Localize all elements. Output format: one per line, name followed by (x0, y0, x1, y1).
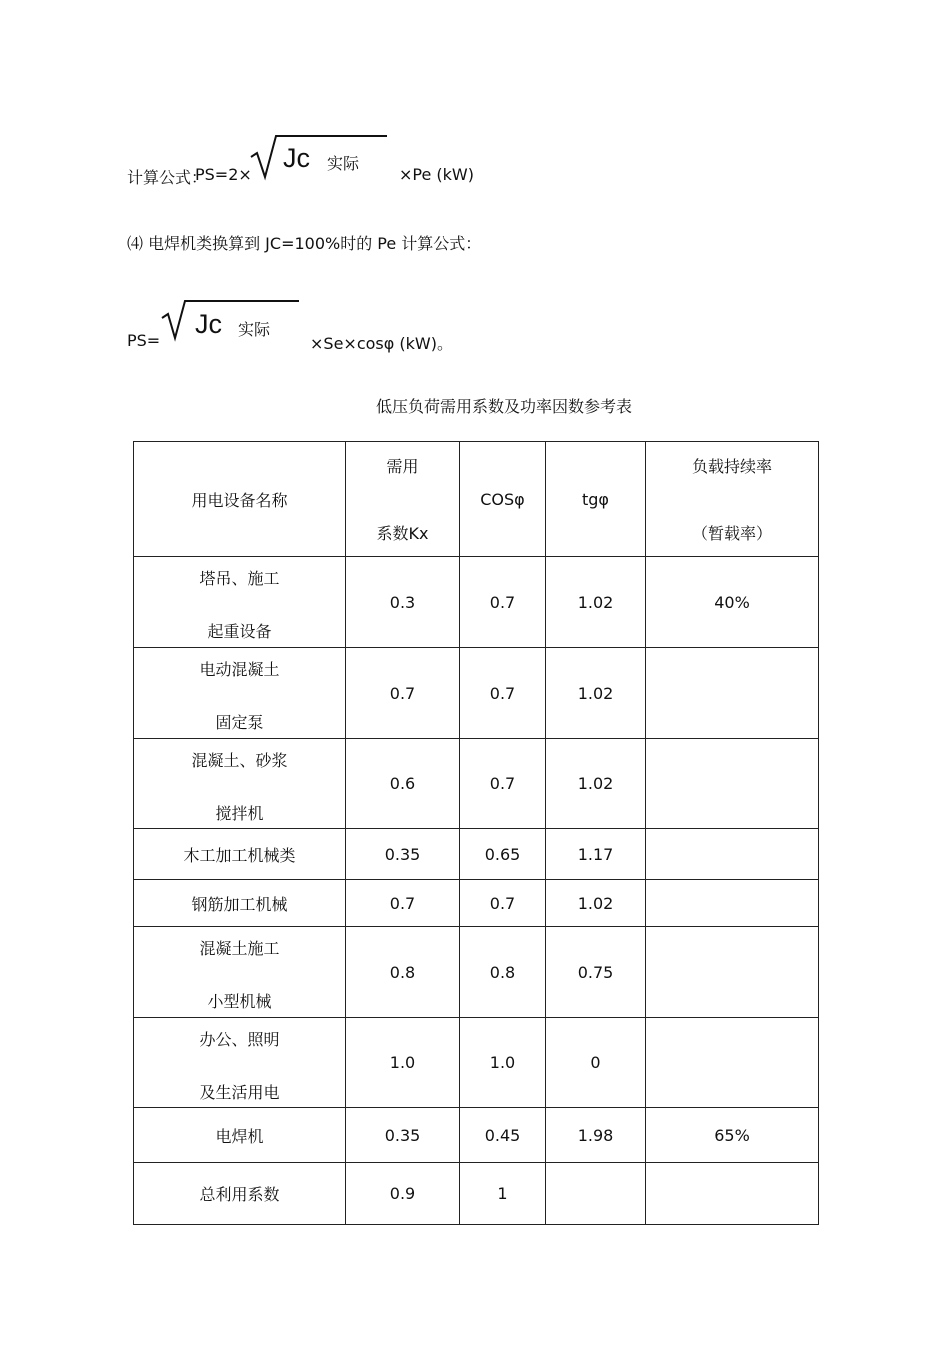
row-name-bottom: 搅拌机 (215, 803, 264, 823)
formula-1-jc: Jc (283, 143, 310, 173)
table-row (134, 739, 819, 829)
row-duty (646, 648, 819, 739)
row-name: 电焊机 (134, 1108, 346, 1163)
radical-bar (280, 135, 387, 137)
row-kx: 0.3 (346, 557, 460, 648)
formula-2-jc: Jc (195, 309, 222, 339)
row-name (134, 557, 346, 648)
header-duty (646, 442, 819, 557)
formula-1-lhs: PS=2× (195, 165, 252, 184)
row-kx: 1.0 (346, 1018, 460, 1108)
radical-sign-icon (162, 300, 192, 340)
row-name (134, 739, 346, 829)
table-row (134, 927, 819, 1018)
row-cos: 0.65 (460, 829, 546, 880)
row-duty (646, 880, 819, 927)
row-tg: 1.02 (546, 880, 646, 927)
formula-1-jc-sub: 实际 (327, 154, 360, 173)
row-name (134, 648, 346, 739)
row-duty (646, 739, 819, 829)
row-cos: 0.7 (460, 739, 546, 829)
formula-2-suffix: ×Se×cosφ (kW)。 (310, 334, 453, 353)
row-name: 木工加工机械类 (134, 829, 346, 880)
formula-2-jc-sub: 实际 (238, 320, 271, 339)
row-tg: 1.02 (546, 648, 646, 739)
header-duty-bottom: （暂载率） (691, 524, 772, 543)
row-kx: 0.35 (346, 1108, 460, 1163)
radical-sign-icon (251, 135, 281, 180)
row-name: 钢筋加工机械 (134, 880, 346, 927)
table-row (134, 1018, 819, 1108)
row-tg: 1.02 (546, 557, 646, 648)
row-name-top: 办公、照明 (199, 1029, 280, 1049)
row-kx: 0.9 (346, 1163, 460, 1225)
row-tg: 1.02 (546, 739, 646, 829)
formula-1-prefix: 计算公式： (127, 168, 208, 187)
table-row (134, 557, 819, 648)
row-kx: 0.7 (346, 648, 460, 739)
header-cos: COSφ (460, 442, 546, 557)
row-duty (646, 829, 819, 880)
row-duty: 40% (646, 557, 819, 648)
header-kx-top: 需用 (386, 457, 419, 476)
row-name-bottom: 起重设备 (207, 622, 272, 641)
row-cos: 0.7 (460, 648, 546, 739)
table-row (134, 880, 819, 927)
table-caption: 低压负荷需用系数及功率因数参考表 (376, 397, 633, 416)
row-duty (646, 1018, 819, 1108)
row-name-bottom: 固定泵 (215, 713, 264, 732)
row-cos: 0.7 (460, 557, 546, 648)
row-tg: 1.98 (546, 1108, 646, 1163)
row-tg: 1.17 (546, 829, 646, 880)
row-name (134, 1018, 346, 1108)
header-name: 用电设备名称 (134, 442, 346, 557)
row-cos: 0.8 (460, 927, 546, 1018)
header-kx-bottom: 系数Kx (376, 524, 429, 543)
header-duty-top: 负载持续率 (691, 457, 772, 476)
row-name-top: 塔吊、施工 (199, 569, 280, 588)
formula-2-lhs: PS= (127, 331, 161, 350)
table-row (134, 829, 819, 880)
table-header-row (134, 442, 819, 557)
header-kx (346, 442, 460, 557)
row-cos: 0.7 (460, 880, 546, 927)
radical-bar (191, 300, 299, 302)
row-name-top: 电动混凝土 (199, 660, 280, 679)
reference-table (133, 441, 819, 1225)
row-kx: 0.7 (346, 880, 460, 927)
row-cos: 0.45 (460, 1108, 546, 1163)
row-name-bottom: 及生活用电 (199, 1082, 280, 1102)
row-name-top: 混凝土、砂浆 (191, 750, 288, 770)
row-tg: 0 (546, 1018, 646, 1108)
header-tg: tgφ (546, 442, 646, 557)
row-duty (646, 927, 819, 1018)
row-name: 总利用系数 (134, 1163, 346, 1225)
row-cos: 1 (460, 1163, 546, 1225)
row-kx: 0.6 (346, 739, 460, 829)
row-name-top: 混凝土施工 (199, 939, 280, 958)
row-cos: 1.0 (460, 1018, 546, 1108)
row-kx: 0.8 (346, 927, 460, 1018)
formula-1-suffix: ×Pe (kW) (399, 165, 474, 184)
row-name (134, 927, 346, 1018)
row-name-bottom: 小型机械 (207, 992, 272, 1011)
table-row (134, 1108, 819, 1163)
row-duty: 65% (646, 1108, 819, 1163)
row-kx: 0.35 (346, 829, 460, 880)
table-row (134, 648, 819, 739)
table-row (134, 1163, 819, 1225)
row-duty (646, 1163, 819, 1225)
item-4-heading: ⑷ 电焊机类换算到 JC=100%时的 Pe 计算公式： (127, 234, 482, 253)
row-tg (546, 1163, 646, 1225)
row-tg: 0.75 (546, 927, 646, 1018)
